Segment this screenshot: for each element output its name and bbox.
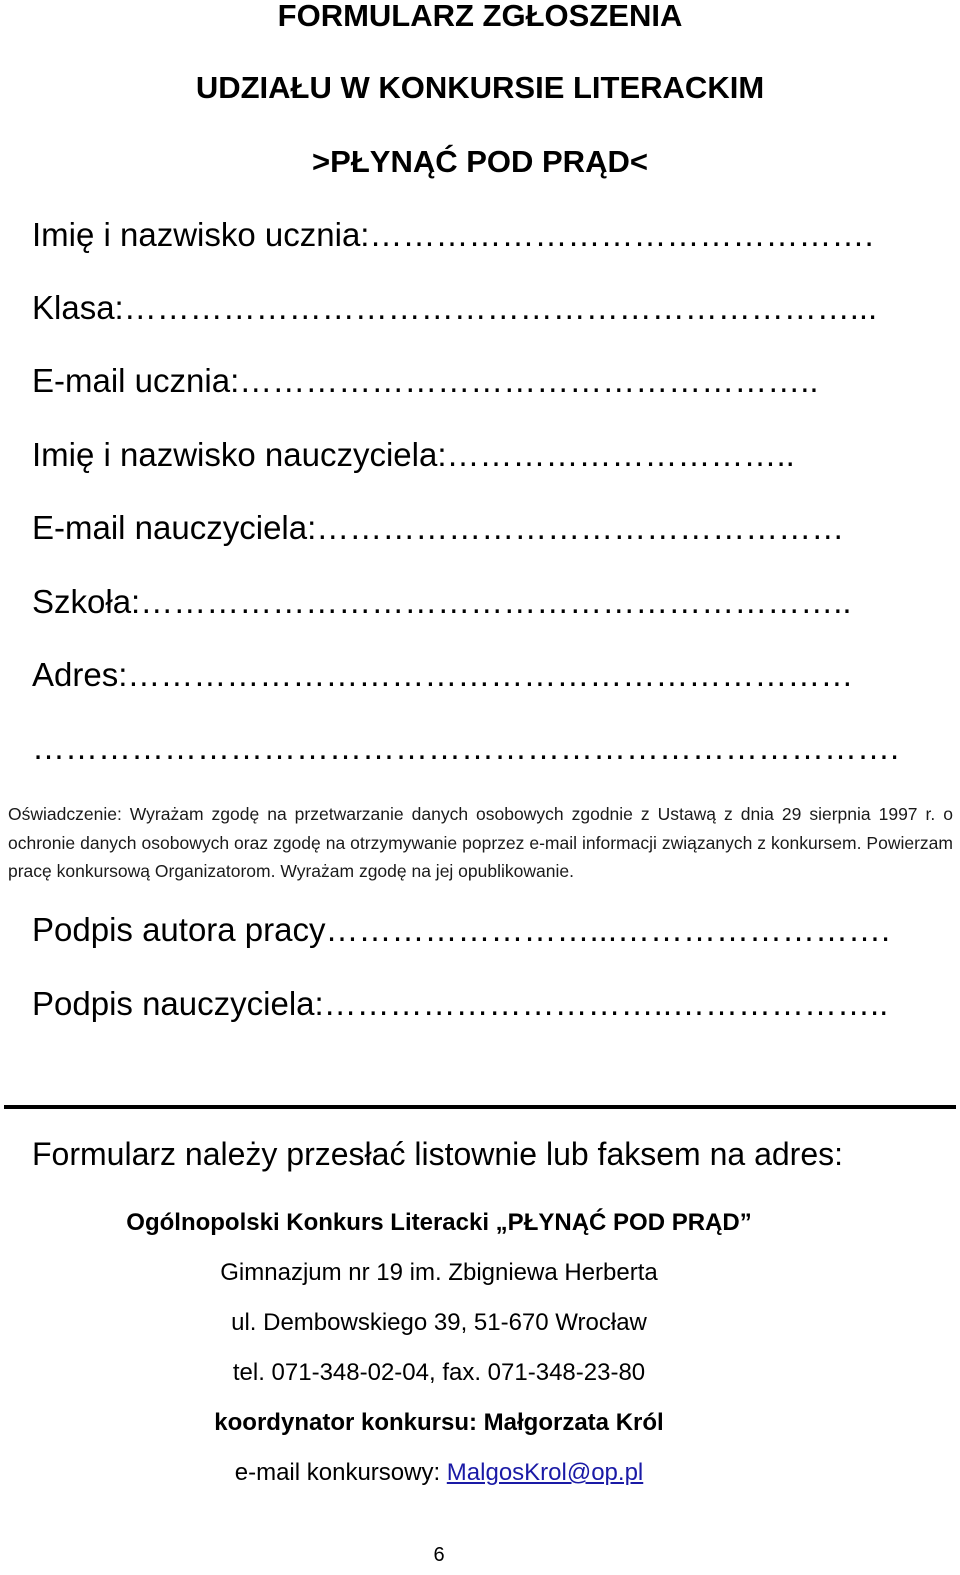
phone-fax: tel. 071-348-02-04, fax. 071-348-23-80 [232,1359,646,1386]
section-divider [4,1105,956,1109]
contest-email-link[interactable]: MalgosKrol@op.pl [446,1459,644,1486]
teacher-signature-field[interactable]: Podpis nauczyciela:…………………………..……………….. [32,985,889,1022]
address-continuation-field[interactable]: ……………………………………………………………………. [32,729,900,766]
contest-title: >PŁYNĄĆ POD PRĄD< [312,144,648,179]
student-email-field[interactable]: E-mail ucznia:…………………………………………….. [32,362,819,399]
street-address: ul. Dembowskiego 39, 51-670 Wrocław [231,1309,647,1336]
school-field[interactable]: Szkoła:……………………………………………………….. [32,583,852,620]
mailing-heading: Formularz należy przesłać listownie lub faksem na adres: [32,1136,843,1172]
coordinator: koordynator konkursu: Małgorzata Król [214,1409,664,1436]
address-field[interactable]: Adres:………………………………………………………… [32,656,854,693]
teacher-name-field[interactable]: Imię i nazwisko nauczyciela:………………………….. [32,436,795,473]
consent-declaration: Oświadczenie: Wyrażam zgodę na przetwarzanie danych osobowych zgodnie z Ustawą z dnia 29 sierpnia 1997 r. o ochronie danych osobowych oraz zgodę na otrzymywanie poprzez e-mail informacji związanych z konkursem. Powierzam pracę konkursową Organizatorom. Wyrażam zgodę na jej opublikowanie. [8,804,953,881]
form-subtitle: UDZIAŁU W KONKURSIE LITERACKIM [195,70,765,105]
form-title: FORMULARZ ZGŁOSZENIA [277,0,683,33]
class-field[interactable]: Klasa:…………………………………………………………... [32,289,878,326]
contest-email-label: e-mail konkursowy: [234,1459,447,1486]
contest-email-line [0,1461,878,1485]
teacher-email-field[interactable]: E-mail nauczyciela:………………………………………… [32,509,845,546]
student-name-field[interactable]: Imię i nazwisko ucznia:………………………………………. [32,216,874,253]
author-signature-field[interactable]: Podpis autora pracy……………………...……………………. [32,911,891,948]
contest-name: Ogólnopolski Konkurs Literacki „PŁYNĄĆ POD PRĄD” [126,1209,752,1236]
page-number: 6 [433,1544,445,1566]
institution-name: Gimnazjum nr 19 im. Zbigniewa Herberta [220,1259,658,1286]
